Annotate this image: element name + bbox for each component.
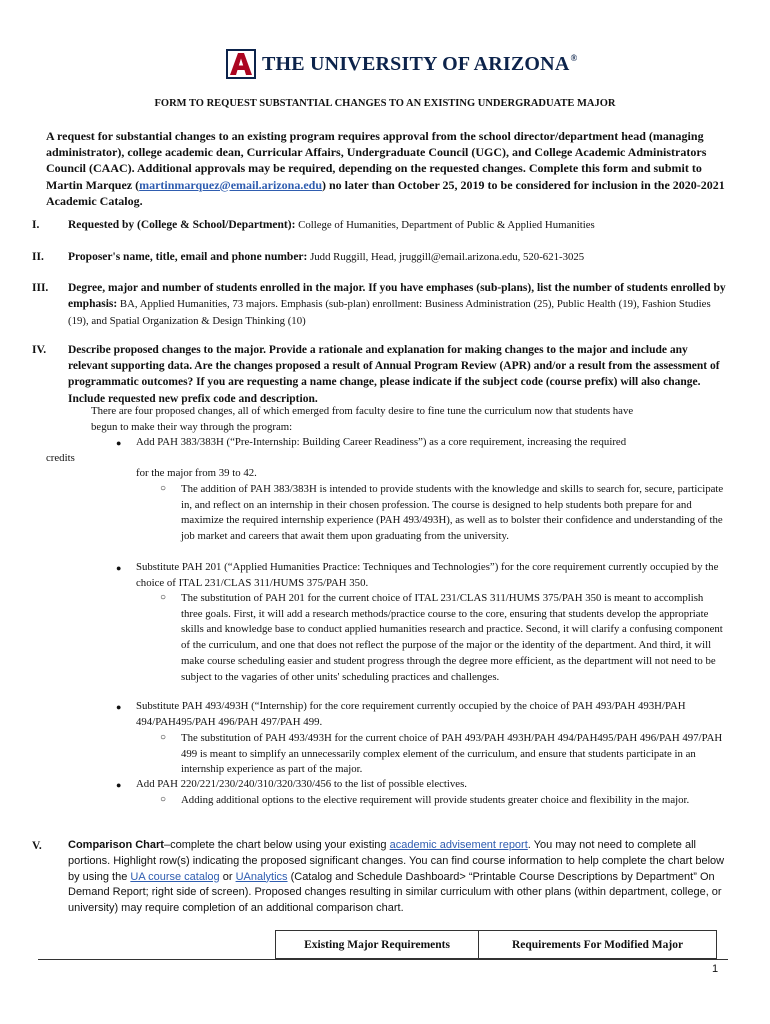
section-label: Comparison Chart [68,839,164,851]
changes-intro-2: begun to make their way through the program: [91,421,293,433]
section-degree [68,280,728,330]
sub-bullet-marker: ○ [160,483,167,494]
change-1-continued: for the major from 39 to 42. [136,467,257,479]
section-proposer [68,249,728,266]
section-number-v: V. [32,840,42,852]
section-value: Judd Ruggill, Head, jruggill@email.arizona.edu, 520-621-3025 [307,251,585,263]
bullet-marker: ● [116,438,122,448]
course-catalog-link[interactable]: UA course catalog [130,870,220,883]
change-1: Add PAH 383/383H (“Pre-Internship: Building Career Readiness”) as a core requirement, increasing the required [136,436,627,448]
change-2-rationale: The substitution of PAH 201 for the current choice of ITAL 231/CLAS 311/HUMS 375/PAH 350 is meant to accomplish three goals. First, it will add a research methods/practice course to the core, ensuring that students develop the appropriate skills and knowledge base to conduct applied humanities research and practice. Second, it will clarify a confusing component of the curriculum, and one that does not reflect the purpose of the major or the identity of the department. And third, it will make course scheduling easier and student progress through the degree more efficient, as the department will not need to be subject to the vagaries of other units' scheduling practices and challenges. [181,592,723,683]
arizona-a-icon [226,49,256,79]
change-1-rationale: The addition of PAH 383/383H is intended to provide students with the knowledge and skills to search for, secure, participate in, and reflect on an internship in their chosen profession. The course is designed to help students both prepare for and maximize the required internship experience (PAH 493/493H), as well as to bolster their confidence and understanding of the job market and careers that await them upon graduating from the university. [181,483,724,543]
section-number-i: I. [32,219,40,231]
university-name: THE UNIVERSITY OF ARIZONA® [262,52,578,75]
section-label: Proposer's name, title, email and phone number: [68,251,308,263]
uanalytics-link[interactable]: UAnalytics [235,870,288,883]
section-label: Requested by (College & School/Department): [68,219,296,231]
sub-bullet-marker: ○ [160,794,167,805]
page-number: 1 [712,963,719,975]
intro-paragraph: A request for substantial changes to an existing program requires approval from the school director/department head (managing administrator), college academic dean, Curricular Affairs, Undergraduate Council (UGC), and College Academic Administrators Council (CAAC). Additional approvals may be required, depending on the requested changes. Complete this form and submit to Martin Marquez (martinmarquez@email.arizona.edu) no later than October 25, 2019 to be considered for inclusion in the 2020-2021 Academic Catalog. [46,129,725,208]
change-4: Add PAH 220/221/230/240/310/320/330/456 to the list of possible electives. [136,778,467,790]
change-4-rationale: Adding additional options to the elective requirement will provide students greater choice and flexibility in the major. [181,794,690,806]
advisement-report-link[interactable]: academic advisement report [389,839,528,851]
footer-divider [38,959,728,960]
bullet-marker: ● [116,563,122,573]
section-value: BA, Applied Humanities, 73 majors. Emphasis (sub-plan) enrollment: Business Administration (25), Public Health (19), Fashion Studies (19), and Spatial Organization & Design Thinking (10) [68,298,711,327]
section-value: College of Humanities, Department of Public & Applied Humanities [295,219,595,231]
email-link[interactable]: martinmarquez@email.arizona.edu [139,177,323,192]
changes-intro-1: There are four proposed changes, all of which emerged from faculty desire to fine tune the curriculum now that students have [91,405,634,417]
form-title: FORM TO REQUEST SUBSTANTIAL CHANGES TO AN EXISTING UNDERGRADUATE MAJOR [154,98,616,109]
bullet-marker: ● [116,780,122,790]
comparison-table [275,930,717,959]
column-modified-requirements: Requirements For Modified Major [479,931,717,959]
university-logo [226,48,577,80]
section-proposed-changes-label: Describe proposed changes to the major. Provide a rationale and explanation for making changes to the major and include any relevant supporting data. Are the changes proposed a result of Annual Program Review (APR) and/or a result from the assessment of programmatic outcomes? If you are requesting a name change, please indicate if the subject code (course prefix) will also change. Include requested new prefix code and description. [68,344,720,405]
table-header-row [276,931,717,959]
section-number-ii: II. [32,251,44,263]
bullet-marker: ● [116,702,122,712]
change-2: Substitute PAH 201 (“Applied Humanities Practice: Techniques and Technologies”) for the core requirement currently occupied by the choice of ITAL 231/CLAS 311/HUMS 375/PAH 350. [136,561,719,589]
column-existing-requirements: Existing Major Requirements [276,931,479,959]
section-comparison-chart: Comparison Chart–complete the chart below using your existing academic advisement report. You may not need to complete all portions. Highlight row(s) indicating the proposed significant changes. You can find course information to help complete the chart below by using the UA course catalog or UAnalytics (Catalog and Schedule Dashboard> “Printable Course Descriptions by Department” On Demand Report; right side of screen). Proposed changes resulting in similar curriculum with other plans (within department, college, or university) may require completion of an additional comparison chart. [68,839,725,915]
section-requested-by [68,217,728,234]
section-number-iv: IV. [32,344,47,356]
change-3-rationale: The substitution of PAH 493/493H for the current choice of PAH 493/PAH 493H/PAH 494/PAH495/PAH 496/PAH 497/PAH 499 is meant to simplify an unnecessarily complex element of the curriculum, and ensure that students participate in an internship experience as part of the major. [181,732,723,776]
change-1-wrap: credits [46,452,75,464]
section-number-iii: III. [32,282,49,294]
sub-bullet-marker: ○ [160,732,167,743]
section-label: Degree, major and number of students enrolled in the major. If you have emphases (sub-plans), list the number of students enrolled by emphasis: [68,282,726,311]
change-3: Substitute PAH 493/493H (“Internship) for the core requirement currently occupied by the choice of PAH 493/PAH 493H/PAH 494/PAH495/PAH 496/PAH 497/PAH 499. [136,700,686,728]
sub-bullet-marker: ○ [160,592,167,603]
